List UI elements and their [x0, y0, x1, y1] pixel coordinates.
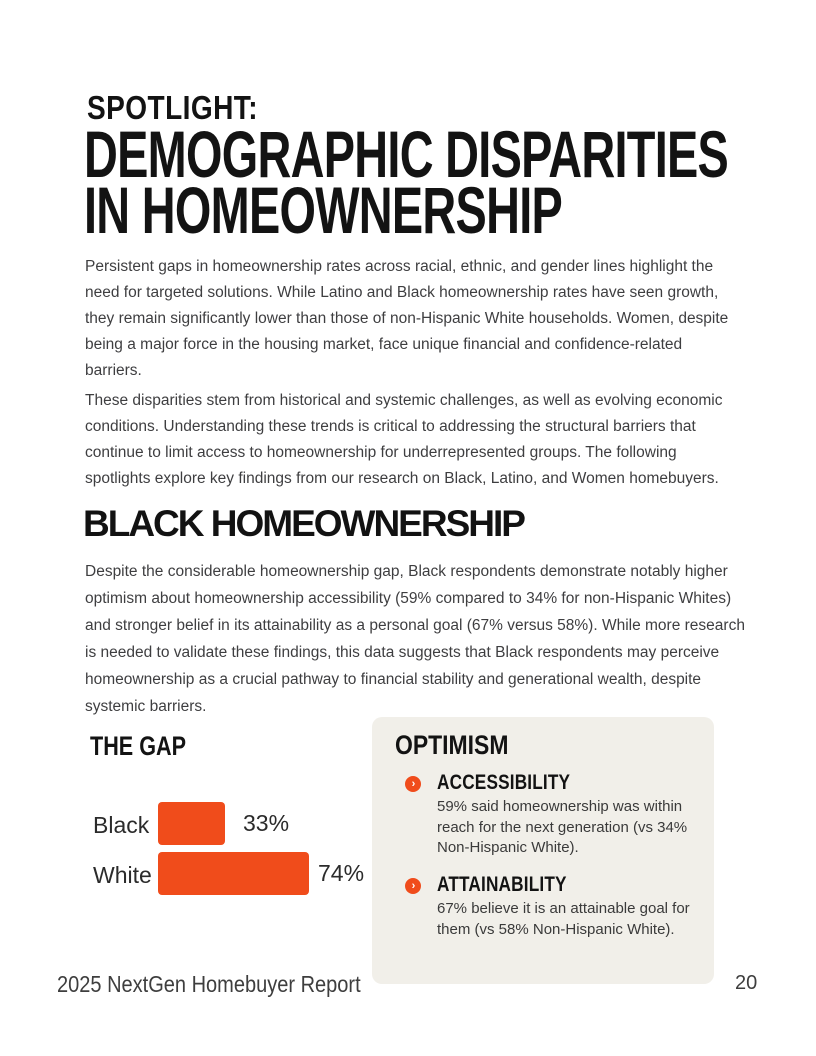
section-heading: BLACK HOMEOWNERSHIP: [83, 503, 524, 544]
bar-category-label: White: [93, 862, 152, 888]
intro-paragraph-1: Persistent gaps in homeownership rates across racial, ethnic, and gender lines highlight the need for targeted solutions. While Latino and Black homeownership rates have seen growth, they remain significantly lower than those of non-Hispanic White households. Women, despite being a major force in the housing market, face unique financial and confidence-related barriers.: [85, 258, 729, 379]
bar-value-label: 74%: [318, 860, 365, 886]
eyebrow-heading: SPOTLIGHT:: [87, 89, 258, 126]
section-paragraph: Despite the considerable homeownership gap, Black respondents demonstrate notably higher optimism about homeownership accessibility (59% compared to 34% for non-Hispanic Whites) and stronger belief in its attainability as a personal goal (67% versus 58%). While more research is needed to validate these findings, this data suggests that Black respondents may perceive homeownership as a crucial pathway to financial stability and generational wealth, despite systemic barriers.: [85, 563, 745, 715]
chevron-glyph: ›: [411, 777, 416, 790]
optimism-item-title: ATTAINABILITY: [437, 873, 567, 896]
page-title: [84, 117, 816, 247]
optimism-item-title: ACCESSIBILITY: [437, 771, 571, 794]
chevron-right-circle-icon: [405, 878, 421, 894]
page-title-line-1: DEMOGRAPHIC DISPARITIES: [84, 117, 729, 191]
chart-title: THE GAP: [90, 731, 187, 761]
optimism-item-body: 67% believe it is an attainable goal for them (vs 58% Non-Hispanic White).: [437, 900, 690, 938]
optimism-callout-box: [372, 717, 714, 984]
bar-black: [158, 802, 225, 845]
chevron-right-circle-icon: [405, 776, 421, 792]
bar-value-label: 33%: [243, 810, 290, 836]
optimism-item-body: 59% said homeownership was within reach for the next generation (vs 34% Non-Hispanic White).: [437, 798, 688, 856]
page-title-line-2: IN HOMEOWNERSHIP: [84, 173, 563, 247]
intro-paragraph-2: These disparities stem from historical and systemic challenges, as well as evolving economic conditions. Understanding these trends is critical to addressing the structural barriers that continue to limit access to homeownership for underrepresented groups. The following spotlights explore key findings from our research on Black, Latino, and Women homebuyers.: [85, 392, 723, 487]
footer-page-number: 20: [735, 972, 758, 994]
bar-white: [158, 852, 309, 895]
bar-category-label: Black: [93, 812, 150, 838]
footer-report-name: 2025 NextGen Homebuyer Report: [57, 971, 361, 997]
chevron-glyph: ›: [411, 879, 416, 892]
optimism-heading: OPTIMISM: [395, 730, 509, 760]
